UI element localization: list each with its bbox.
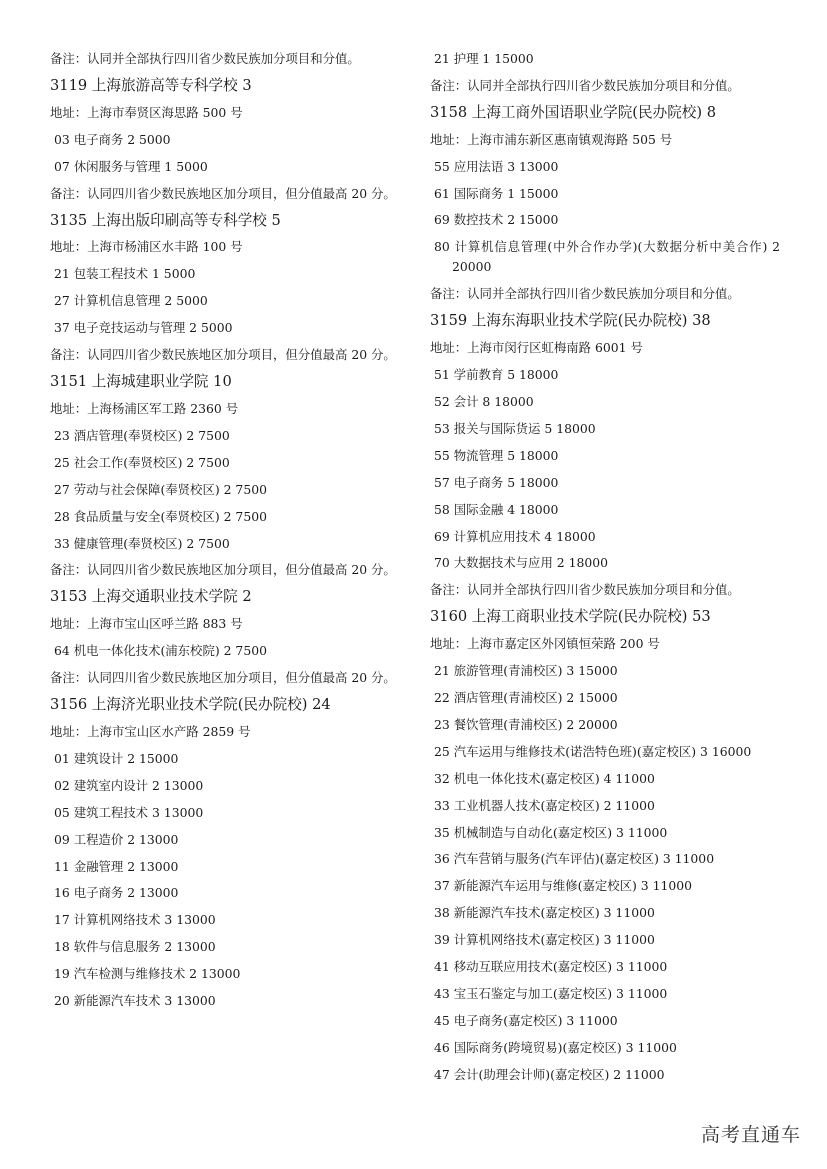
major-item: 23 酒店管理(奉贤校区) 2 7500 <box>54 427 230 443</box>
major-item: 27 计算机信息管理 2 5000 <box>54 293 208 309</box>
school-address: 地址：上海市宝山区水产路 2859 号 <box>50 724 251 740</box>
school-address: 地址：上海市浦东新区惠南镇观海路 505 号 <box>430 131 673 147</box>
major-item: 22 酒店管理(青浦校区) 2 15000 <box>434 689 618 705</box>
major-item: 20 新能源汽车技术 3 13000 <box>54 993 216 1009</box>
major-item: 70 大数据技术与应用 2 18000 <box>434 555 609 571</box>
major-item: 37 电子竞技运动与管理 2 5000 <box>54 320 233 336</box>
major-item: 03 电子商务 2 5000 <box>54 131 171 147</box>
major-item: 32 机电一体化技术(嘉定校区) 4 11000 <box>434 770 655 786</box>
remark-note: 备注：认同四川省少数民族地区加分项目，但分值最高 20 分。 <box>50 670 396 686</box>
major-item: 18 软件与信息服务 2 13000 <box>54 939 216 955</box>
school-address: 地址：上海市杨浦区水丰路 100 号 <box>50 239 243 255</box>
school-title: 3158 上海工商外国语职业学院(民办院校) 8 <box>430 103 716 121</box>
school-address: 地址：上海市嘉定区外冈镇恒荣路 200 号 <box>430 636 660 652</box>
major-item: 52 会计 8 18000 <box>434 393 534 409</box>
major-item: 41 移动互联应用技术(嘉定校区) 3 11000 <box>434 959 668 975</box>
major-item: 80 计算机信息管理(中外合作办学)(大数据分析中美合作) 2 20000 <box>434 239 780 275</box>
school-title: 3156 上海济光职业技术学院(民办院校) 24 <box>50 696 331 714</box>
school-title: 3135 上海出版印刷高等专科学校 5 <box>50 211 281 229</box>
school-address: 地址：上海市奉贤区海思路 500 号 <box>50 104 243 120</box>
major-item: 38 新能源汽车技术(嘉定校区) 3 11000 <box>434 905 655 921</box>
school-title: 3151 上海城建职业学院 10 <box>50 373 232 391</box>
major-item: 11 金融管理 2 13000 <box>54 858 179 874</box>
school-address: 地址：上海杨浦区军工路 2360 号 <box>50 400 239 416</box>
left-column <box>50 46 405 1015</box>
school-title: 3159 上海东海职业技术学院(民办院校) 38 <box>430 312 711 330</box>
watermark-logo: 高考直通车 <box>700 1124 801 1146</box>
major-item: 21 护理 1 15000 <box>434 51 534 66</box>
remark-note: 备注：认同四川省少数民族地区加分项目，但分值最高 20 分。 <box>50 562 396 578</box>
major-item: 69 数控技术 2 15000 <box>434 212 559 228</box>
major-item: 23 餐饮管理(青浦校区) 2 20000 <box>434 716 618 732</box>
remark-note: 备注：认同并全部执行四川省少数民族加分项目和分值。 <box>50 51 360 66</box>
right-column <box>430 46 780 1089</box>
major-item: 64 机电一体化技术(浦东校院) 2 7500 <box>54 643 267 659</box>
remark-note: 备注：认同四川省少数民族地区加分项目，但分值最高 20 分。 <box>50 185 396 201</box>
major-item: 28 食品质量与安全(奉贤校区) 2 7500 <box>54 508 267 524</box>
major-item: 69 计算机应用技术 4 18000 <box>434 528 596 544</box>
major-item: 39 计算机网络技术(嘉定校区) 3 11000 <box>434 932 655 948</box>
major-item: 16 电子商务 2 13000 <box>54 885 179 901</box>
major-item: 05 建筑工程技术 3 13000 <box>54 804 204 820</box>
major-item: 19 汽车检测与维修技术 2 13000 <box>54 966 241 982</box>
major-item: 35 机械制造与自动化(嘉定校区) 3 11000 <box>434 824 668 840</box>
major-item: 25 社会工作(奉贤校区) 2 7500 <box>54 454 230 470</box>
school-title: 3153 上海交通职业技术学院 2 <box>50 588 252 606</box>
major-item: 21 包装工程技术 1 5000 <box>54 266 196 282</box>
school-title: 3119 上海旅游高等专科学校 3 <box>50 76 252 94</box>
major-item: 17 计算机网络技术 3 13000 <box>54 912 216 928</box>
major-item: 21 旅游管理(青浦校区) 3 15000 <box>434 663 618 679</box>
major-item: 27 劳动与社会保障(奉贤校区) 2 7500 <box>54 481 267 497</box>
school-address: 地址：上海市宝山区呼兰路 883 号 <box>50 616 243 632</box>
major-item: 47 会计(助理会计师)(嘉定校区) 2 11000 <box>434 1066 665 1082</box>
school-title: 3160 上海工商职业技术学院(民办院校) 53 <box>430 608 711 626</box>
major-item: 36 汽车营销与服务(汽车评估)(嘉定校区) 3 11000 <box>434 851 715 867</box>
major-item: 45 电子商务(嘉定校区) 3 11000 <box>434 1012 618 1028</box>
major-item: 33 工业机器人技术(嘉定校区) 2 11000 <box>434 797 655 813</box>
major-item: 02 建筑室内设计 2 13000 <box>54 777 204 793</box>
major-item: 33 健康管理(奉贤校区) 2 7500 <box>54 535 230 551</box>
major-item: 09 工程造价 2 13000 <box>54 831 179 847</box>
major-item: 25 汽车运用与维修技术(诺浩特色班)(嘉定校区) 3 16000 <box>434 743 752 759</box>
major-item: 53 报关与国际货运 5 18000 <box>434 420 596 436</box>
major-item: 01 建筑设计 2 15000 <box>54 750 179 766</box>
major-item: 46 国际商务(跨境贸易)(嘉定校区) 3 11000 <box>434 1039 677 1055</box>
remark-note: 备注：认同并全部执行四川省少数民族加分项目和分值。 <box>430 582 740 598</box>
major-item: 61 国际商务 1 15000 <box>434 185 559 201</box>
major-item: 55 物流管理 5 18000 <box>434 447 559 463</box>
remark-note: 备注：认同四川省少数民族地区加分项目，但分值最高 20 分。 <box>50 347 396 363</box>
major-item: 58 国际金融 4 18000 <box>434 501 559 517</box>
major-item: 43 宝玉石鉴定与加工(嘉定校区) 3 11000 <box>434 986 668 1001</box>
remark-note: 备注：认同并全部执行四川省少数民族加分项目和分值。 <box>430 286 740 302</box>
school-address: 地址：上海市闵行区虹梅南路 6001 号 <box>430 340 643 356</box>
major-item: 37 新能源汽车运用与维修(嘉定校区) 3 11000 <box>434 878 693 894</box>
remark-note: 备注：认同并全部执行四川省少数民族加分项目和分值。 <box>430 77 740 93</box>
major-item: 57 电子商务 5 18000 <box>434 474 559 490</box>
major-item: 55 应用法语 3 13000 <box>434 158 559 174</box>
major-item: 07 休闲服务与管理 1 5000 <box>54 158 208 174</box>
major-item: 51 学前教育 5 18000 <box>434 367 559 383</box>
